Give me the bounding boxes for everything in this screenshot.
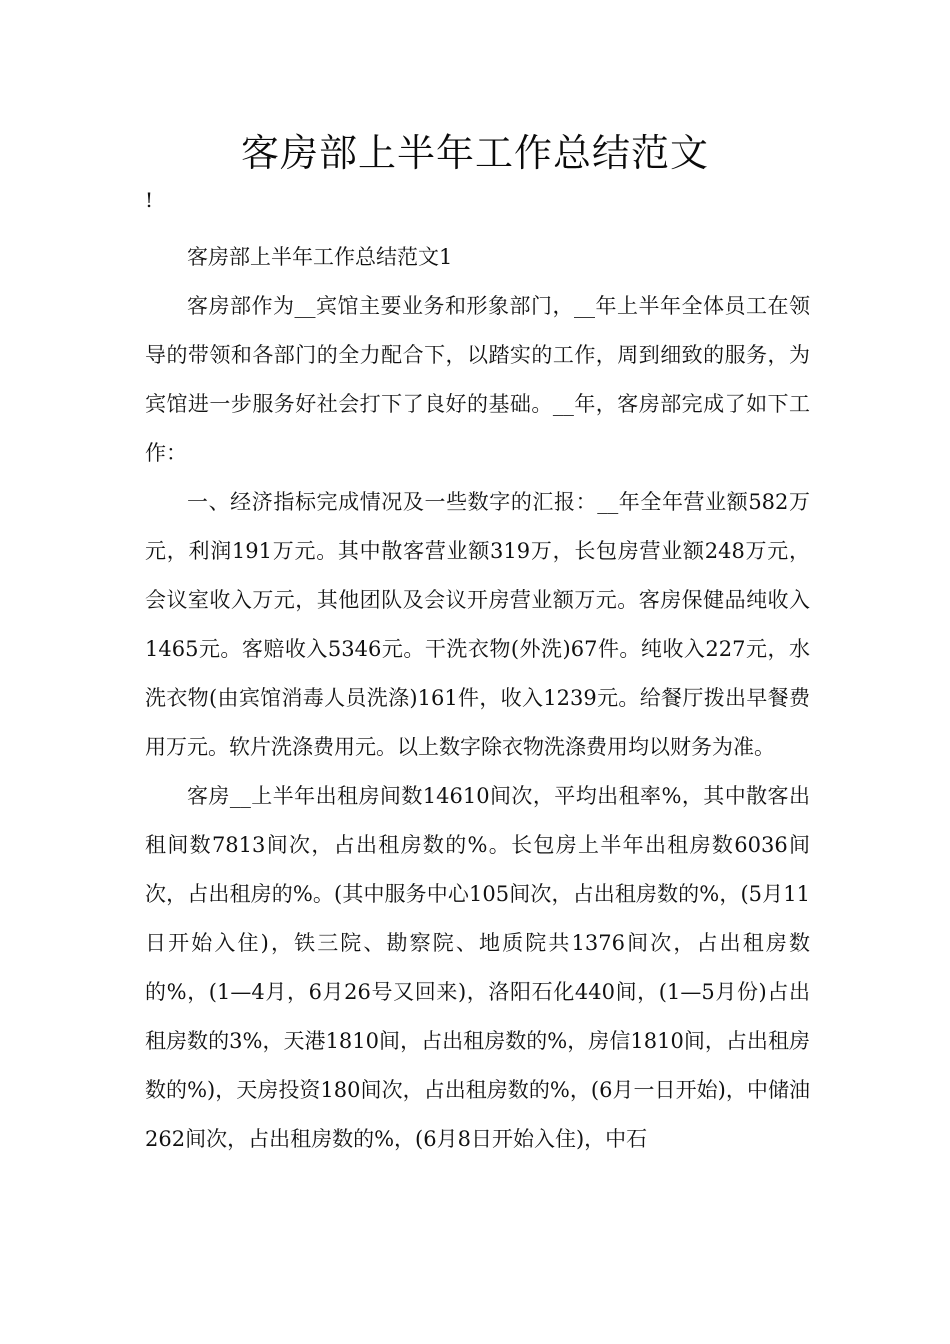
paragraph-intro: 客房部作为__宾馆主要业务和形象部门，__年上半年全体员工在领导的带领和各部门的全力配合下，以踏实的工作，周到细致的服务，为宾馆进一步服务好社会打下了良好的基础。__年，客房部完成了如下工作： (145, 294, 810, 465)
paragraph-room-rental: 客房__上半年出租房间数14610间次，平均出租率%，其中散客出租间数7813间次，占出租房数的%。长包房上半年出租房数6036间次，占出租房的%。(其中服务中心105间次，占出租房数的%，(5月11日开始入住)，铁三院、勘察院、地质院共1376间次，占出租房数的%，(1—4月，6月26号又回来)，洛阳石化440间，(1—5月份)占出租房数的3%，天港1810间，占出租房数的%，房信1810间，占出租房数的%)，天房投资180间次，占出租房数的%，(6月一日开始)，中储油262间次，占出租房数的%，(6月8日开始入住)，中石 (145, 784, 810, 1151)
section-subtitle: 客房部上半年工作总结范文1 (187, 245, 453, 269)
paragraph-economic-indicators: 一、经济指标完成情况及一些数字的汇报：__年全年营业额582万元，利润191万元。其中散客营业额319万，长包房营业额248万元，会议室收入万元，其他团队及会议开房营业额万元。客房保健品纯收入1465元。客赔收入5346元。干洗衣物(外洗)67件。纯收入227元，水洗衣物(由宾馆消毒人员洗涤)161件，收入1239元。给餐厅拨出早餐费用万元。软片洗涤费用元。以上数字除衣物洗涤费用均以财务为准。 (145, 490, 810, 759)
exclamation-mark: ! (145, 188, 154, 212)
document-title: 客房部上半年工作总结范文 (240, 131, 709, 175)
document-body (145, 233, 810, 1164)
